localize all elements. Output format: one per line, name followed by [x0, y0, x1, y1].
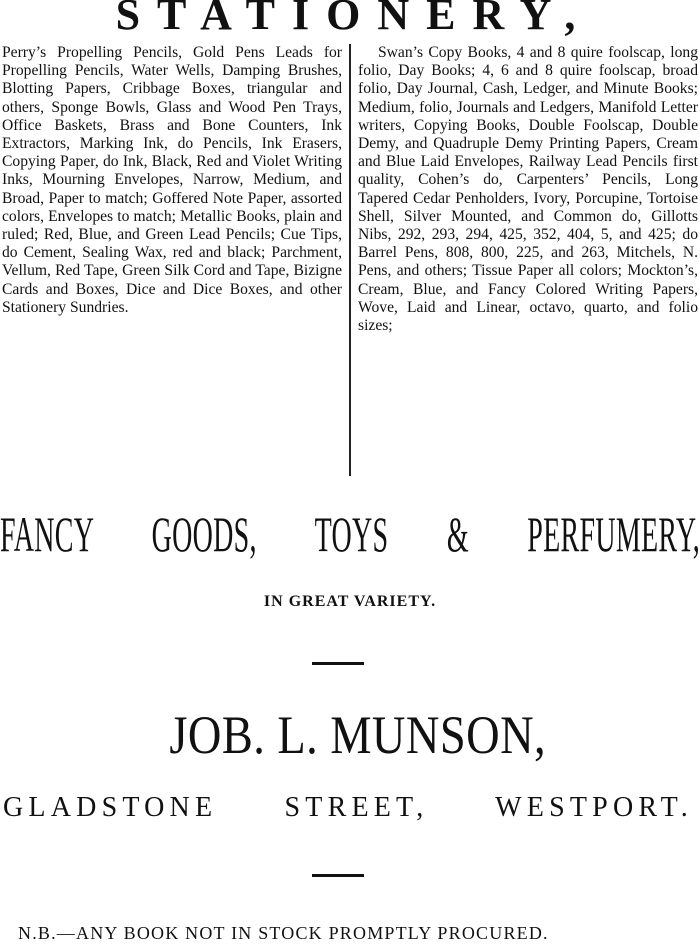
right-column-text: Swan’s Copy Books, 4 and 8 quire foolscap, long folio, Day Books; 4, 6 and 8 quire foolscap, broad folio, Day Journal, Cash, Ledger, and Minute Books; Medium, folio, Journals and Ledgers, Manifold Letter writers, Copying Books, Double Foolscap, Double Demy, and Quadruple Demy Printing Papers, Cream and Blue Laid Envelopes, Railway Lead Pencils first quality, Cohen’s do, Carpenters’ Pencils, Long Tapered Cedar Penholders, Ivory, Porcupine, Tortoise Shell, Silver Mounted, and Common do, Gillotts Nibs, 292, 293, 294, 425, 352, 404, 5, and 425; do Barrel Pens, 808, 800, 225, and 263, Mitchels, N. Pens, and others; Tissue Paper all colors; Mockton’s, Cream, Blue, and Fancy Colored Writing Papers, Wove, Laid and Linear, octavo, quarto, and folio sizes;	[358, 44, 698, 335]
footer-note: N.B.—ANY BOOK NOT IN STOCK PROMPTLY PROCURED.	[18, 923, 549, 943]
right-column	[358, 44, 698, 335]
fancy-goods-heading-wrap	[0, 504, 700, 564]
item-columns	[0, 44, 700, 484]
divider-rule-lower	[312, 874, 364, 877]
proprietor-name: JOB. L. MUNSON,	[169, 705, 547, 765]
variety-subheading: IN GREAT VARIETY.	[263, 593, 437, 610]
proprietor-address: GLADSTONE STREET, WESTPORT.	[3, 792, 693, 823]
column-divider	[349, 44, 351, 476]
left-column-text: Perry’s Propelling Pencils, Gold Pens Leads for Propelling Pencils, Water Wells, Damping Brushes, Blotting Papers, Cribbage Boxes, triangular and others, Sponge Bowls, Glass and Wood Pen Trays, Office Baskets, Brass and Bone Counters, Ink Extractors, Marking Ink, do Pencils, Ink Erasers, Copying Paper, do Ink, Black, Red and Violet Writing Inks, Mourning Envelopes, Narrow, Medium, and Broad, Paper to match; Goffered Note Paper, assorted colors, Envelopes to match; Metallic Books, plain and ruled; Red, Blue, and Green Lead Pencils; Cue Tips, do Cement, Sealing Wax, red and black; Parchment, Vellum, Red Tape, Green Silk Cord and Tape, Bizigne Cards and Boxes, Dice and Dice Boxes, and other Stationery Sundries.	[2, 44, 342, 316]
stationery-heading: STATIONERY,	[115, 0, 593, 39]
fancy-goods-heading: FANCY GOODS, TOYS & PERFUMERY,	[0, 506, 700, 562]
divider-rule-upper	[312, 662, 364, 665]
left-column	[2, 44, 342, 317]
